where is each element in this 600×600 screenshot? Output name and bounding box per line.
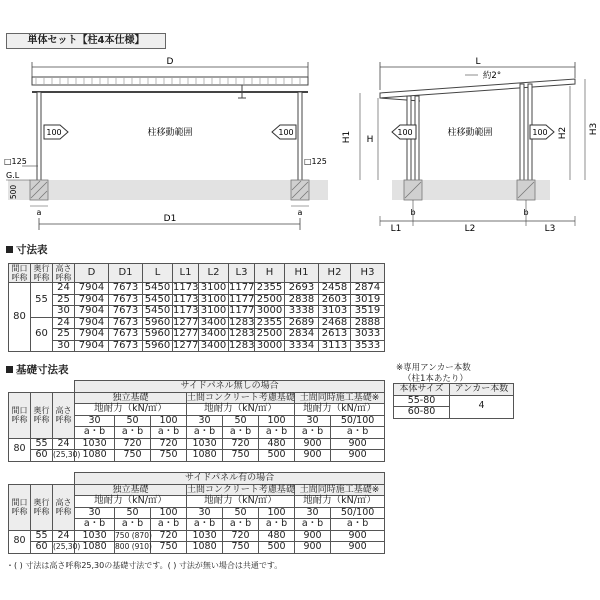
foundation-table [8, 380, 385, 462]
load-label: 地耐力（kN/㎡） [295, 496, 385, 508]
side-elevation-diagram [335, 48, 600, 238]
foundation-value: 720 [115, 438, 151, 450]
dim-col-header: 間口 呼称 [9, 264, 31, 283]
dim-value-cell: 3100 [199, 294, 229, 306]
foundation-value: (25,30) [53, 542, 81, 551]
dim-value-cell: 2693 [285, 283, 319, 295]
foundation-row-header: 間口 呼称 [9, 392, 31, 438]
foundation-value: (25,30) [53, 450, 81, 459]
dim-value-cell: 7673 [109, 329, 143, 341]
dim-value-cell: 3100 [199, 283, 229, 295]
foundation-value: 55 [31, 530, 53, 542]
foundation-caption: サイドパネル有の場合 [75, 473, 385, 485]
foundation-value: 800 (910) [115, 542, 152, 551]
foundation-value: 480 [259, 530, 295, 542]
dim-value-cell: 3000 [255, 306, 285, 318]
foundation-value: 1030 [75, 530, 115, 542]
anchor-count: 4 [450, 395, 514, 418]
dim-value-cell: 3033 [351, 329, 385, 341]
dim-label-H3: H3 [589, 122, 599, 136]
load-value: 30 [187, 507, 223, 519]
dim-value-cell: 3019 [351, 294, 385, 306]
foundation-row-header: 奥行 呼称 [31, 484, 53, 530]
dim-table-row [9, 340, 385, 352]
dim-value-cell: 3103 [319, 306, 351, 318]
dim-value-cell: 7904 [75, 294, 109, 306]
ab-label: a・b [115, 427, 151, 439]
load-value: 50/100 [331, 415, 385, 427]
set-type-label: 単体セット【柱4本仕様】 [6, 33, 166, 49]
dim-col-header: H [255, 264, 285, 283]
foundation-value: 750 [115, 450, 151, 462]
dim-value-cell: 7673 [109, 294, 143, 306]
load-value: 50/100 [331, 507, 385, 519]
foundation-value: 500 [259, 450, 295, 462]
ground-level-label: G.L [6, 171, 20, 180]
dim-col-header: L1 [173, 264, 199, 283]
foundation-value: 720 [223, 530, 259, 542]
dim-table-row [9, 294, 385, 306]
dim-value-cell: 2468 [319, 317, 351, 329]
dim-value-cell: 2689 [285, 317, 319, 329]
foundation-value: 900 [331, 450, 385, 462]
dim-value-cell: 1277 [173, 316, 199, 328]
dim-value-cell: 5450 [143, 306, 173, 318]
load-label: 地耐力（kN/㎡） [75, 404, 187, 416]
anchor-note: ※専用アンカー本数 [396, 363, 471, 373]
dim-value-cell: 2888 [351, 317, 385, 329]
foundation-group: 土間コンクリート考慮基礎 [187, 392, 295, 403]
dim-value-cell: 1177 [229, 293, 255, 305]
foundation-value: 55 [31, 438, 53, 450]
foundation-value: 480 [259, 438, 295, 450]
depth-code-cell: 60 [31, 317, 53, 352]
foundation-value: 900 [295, 450, 331, 462]
dim-value-cell: 7673 [109, 306, 143, 318]
dim-value-cell: 3100 [199, 306, 229, 318]
foundation-row [9, 542, 385, 554]
dim-col-header: H3 [351, 264, 385, 283]
foundation-section-title: 基礎寸法表 [6, 362, 69, 377]
dim-table-row [9, 329, 385, 341]
load-value: 30 [295, 507, 331, 519]
load-label: 地耐力（kN/㎡） [75, 496, 187, 508]
depth-code-cell: 55 [31, 283, 53, 318]
dim-value-cell: 3400 [199, 317, 229, 329]
foundation-value: 720 [151, 438, 187, 450]
foundation-value: 24 [53, 530, 75, 542]
foundation-row-header: 間口 呼称 [9, 484, 31, 530]
post-range-label: 柱移動範囲 [147, 128, 193, 138]
foundation-group: 土間コンクリート考慮基礎 [187, 484, 295, 495]
dim-value-cell: 5960 [143, 317, 173, 329]
corner-blank [9, 381, 75, 393]
dimension-table-header [9, 264, 385, 283]
arrow-left-label: 100 [46, 128, 62, 137]
dim-label-H1: H1 [342, 130, 352, 144]
dim-col-header: L3 [229, 264, 255, 283]
foundation-value: 1080 [187, 542, 223, 554]
dimension-table [8, 263, 385, 352]
dim-value-cell: 1177 [229, 305, 255, 316]
foundation-row [9, 438, 385, 450]
foundation-value: 60 [31, 542, 53, 554]
dim-b-right: b [523, 208, 529, 217]
dim-label-L1: L1 [390, 224, 402, 234]
dim-value-cell: 1177 [229, 282, 255, 293]
dim-col-header: H1 [285, 264, 319, 283]
ab-label: a・b [295, 519, 331, 531]
dim-value-cell: 1173 [173, 282, 199, 293]
dim-col-header: D [75, 264, 109, 283]
load-value: 50 [115, 507, 151, 519]
ab-label: a・b [187, 519, 223, 531]
load-value: 100 [151, 507, 187, 519]
foundation-value: 1080 [187, 450, 223, 462]
foundation-value: 900 [295, 542, 331, 554]
ab-label: a・b [151, 427, 187, 439]
dim-col-header: L2 [199, 264, 229, 283]
dim-value-cell: 3113 [319, 340, 351, 352]
foundation-value: 900 [331, 530, 385, 542]
dim-col-header: H2 [319, 264, 351, 283]
dim-value-cell: 2355 [255, 283, 285, 295]
anchor-head-size: 本体サイズ [394, 384, 450, 396]
load-label: 地耐力（kN/㎡） [187, 404, 295, 416]
dim-value-cell: 3533 [351, 340, 385, 352]
dim-value-cell: 2355 [255, 317, 285, 329]
foundation-table [8, 472, 385, 554]
dim-value-cell: 7673 [109, 340, 143, 352]
foundation-value: 750 [151, 450, 187, 462]
dim-value-cell: 3338 [285, 306, 319, 318]
foundation-row [9, 530, 385, 542]
post-size-right: □125 [304, 157, 327, 166]
foundation-value: 24 [53, 438, 75, 450]
ab-label: a・b [223, 519, 259, 531]
dim-label-D1: D1 [163, 214, 177, 224]
dim-a-right: a [297, 208, 303, 217]
dim-col-header: 奥行 呼称 [31, 264, 53, 283]
foundation-value: 500 [259, 542, 295, 554]
load-value: 30 [295, 415, 331, 427]
dim-value-cell: 2613 [319, 329, 351, 341]
foundation-value: 720 [223, 438, 259, 450]
ab-label: a・b [295, 427, 331, 439]
ab-label: a・b [75, 519, 115, 531]
dim-col-header: L [143, 264, 173, 283]
load-value: 100 [151, 415, 187, 427]
dim-value-cell: 1283 [229, 328, 255, 339]
load-value: 30 [75, 415, 115, 427]
dim-value-cell: 5450 [143, 283, 173, 295]
dim-label-H2: H2 [558, 126, 568, 140]
dim-value-cell: 7904 [75, 317, 109, 329]
dim-col-header: D1 [109, 264, 143, 283]
width-code-cell: 80 [9, 530, 31, 553]
dim-section-title: 寸法表 [6, 242, 48, 257]
foundation-group: 独立基礎 [75, 392, 187, 404]
post-size-left: □125 [4, 157, 27, 166]
dim-value-cell: 7904 [75, 340, 109, 352]
ab-label: a・b [75, 427, 115, 439]
dim-label-L3: L3 [544, 224, 556, 234]
foundation-value: 60 [31, 450, 53, 462]
foundation-value: 750 [223, 450, 259, 462]
dim-value-cell: 2500 [255, 294, 285, 306]
dim-value-cell: 5450 [143, 294, 173, 306]
ab-label: a・b [331, 519, 385, 531]
ab-label: a・b [331, 427, 385, 439]
dim-b-left: b [410, 208, 416, 217]
width-code-cell: 80 [9, 438, 31, 461]
dim-value-cell: 7673 [109, 317, 143, 329]
dim-value-cell: 1283 [229, 316, 255, 328]
foundation-value: 750 [151, 542, 187, 554]
foundation-value: 1030 [75, 438, 115, 450]
footing-depth-label: 500 [9, 184, 18, 200]
dim-value-cell: 2458 [319, 283, 351, 295]
dim-value-cell: 3400 [199, 340, 229, 352]
load-value: 30 [75, 507, 115, 519]
arrow-right-label: 100 [278, 128, 294, 137]
load-label: 地耐力（kN/㎡） [295, 404, 385, 416]
foundation-value: 1080 [75, 542, 115, 554]
anchor-size: 55-80 [394, 395, 450, 407]
dim-value-cell: 7904 [75, 329, 109, 341]
dim-table-row [9, 317, 385, 329]
foundation-value: 900 [295, 438, 331, 450]
dim-value-cell: 1173 [173, 293, 199, 305]
foundation-caption: サイドパネル無しの場合 [75, 381, 385, 393]
dim-label-L: L [475, 57, 481, 67]
anchor-table [393, 383, 514, 419]
foundation-row [9, 450, 385, 462]
dim-value-cell: 3519 [351, 306, 385, 318]
front-elevation-diagram [0, 48, 335, 238]
dim-table-row [9, 306, 385, 318]
load-value: 50 [223, 415, 259, 427]
foundation-value: 900 [295, 530, 331, 542]
ab-label: a・b [223, 427, 259, 439]
foundation-row-header: 高さ 呼称 [53, 484, 75, 530]
dim-value-cell: 3400 [199, 329, 229, 341]
dim-value-cell: 30 [53, 306, 75, 318]
dim-value-cell: 1277 [173, 328, 199, 339]
side-post-range-label: 柱移動範囲 [447, 128, 493, 138]
foundation-value: 1080 [75, 450, 115, 462]
anchor-size: 60-80 [394, 407, 450, 419]
load-value: 100 [259, 507, 295, 519]
foundation-group: 独立基礎 [75, 484, 187, 496]
dim-value-cell: 1173 [173, 305, 199, 316]
dim-value-cell: 5960 [143, 329, 173, 341]
foundation-row-header: 奥行 呼称 [31, 392, 53, 438]
ab-label: a・b [259, 427, 295, 439]
dim-value-cell: 24 [53, 317, 75, 329]
width-code-cell: 80 [9, 283, 31, 352]
dim-value-cell: 25 [53, 329, 75, 341]
dim-a-left: a [36, 208, 42, 217]
roof-slope-label: 約2° [482, 71, 502, 81]
dim-value-cell: 30 [53, 340, 75, 352]
dim-label-D: D [166, 57, 174, 67]
dim-value-cell: 1283 [229, 339, 255, 351]
foundation-value: 900 [331, 438, 385, 450]
ab-label: a・b [151, 519, 187, 531]
ab-label: a・b [115, 519, 151, 531]
side-arrow-left-label: 100 [397, 128, 413, 137]
dim-value-cell: 2603 [319, 294, 351, 306]
dim-value-cell: 3000 [255, 340, 285, 352]
foundation-value: 1030 [187, 438, 223, 450]
load-value: 50 [115, 415, 151, 427]
corner-blank [9, 473, 75, 485]
dim-value-cell: 7904 [75, 306, 109, 318]
dim-col-header: 高さ 呼称 [53, 264, 75, 283]
footnote: ・( ) 寸法は高さ呼称25,30の基礎寸法です。( ) 寸法が無い場合は共通です。 [6, 561, 283, 570]
dim-value-cell: 3334 [285, 340, 319, 352]
foundation-value: 720 [151, 530, 187, 542]
foundation-group: 土間同時施工基礎※ [295, 484, 385, 496]
anchor-note-sub: （柱1本あたり） [403, 374, 468, 384]
foundation-value: 750 (870) [115, 530, 152, 540]
foundation-value: 900 [331, 542, 385, 554]
dim-value-cell: 1277 [173, 339, 199, 351]
dim-value-cell: 2500 [255, 329, 285, 341]
load-value: 100 [259, 415, 295, 427]
foundation-row-header: 高さ 呼称 [53, 392, 75, 438]
dim-label-H: H [366, 135, 374, 145]
ab-label: a・b [187, 427, 223, 439]
dim-value-cell: 24 [53, 283, 75, 295]
ab-label: a・b [259, 519, 295, 531]
dim-label-L2: L2 [464, 224, 476, 234]
load-label: 地耐力（kN/㎡） [187, 496, 295, 508]
load-value: 50 [223, 507, 259, 519]
load-value: 30 [187, 415, 223, 427]
dim-value-cell: 7673 [109, 283, 143, 295]
dim-value-cell: 25 [53, 294, 75, 306]
dim-table-row [9, 283, 385, 295]
anchor-head-count: アンカー本数 [450, 384, 514, 396]
dim-value-cell: 2874 [351, 283, 385, 295]
foundation-value: 750 [223, 542, 259, 554]
dim-value-cell: 2838 [285, 294, 319, 306]
dim-value-cell: 5960 [143, 340, 173, 352]
dim-value-cell: 7904 [75, 283, 109, 295]
foundation-group: 土間同時施工基礎※ [295, 392, 385, 404]
side-arrow-right-label: 100 [532, 128, 548, 137]
dim-value-cell: 2834 [285, 329, 319, 341]
foundation-value: 1030 [187, 530, 223, 542]
